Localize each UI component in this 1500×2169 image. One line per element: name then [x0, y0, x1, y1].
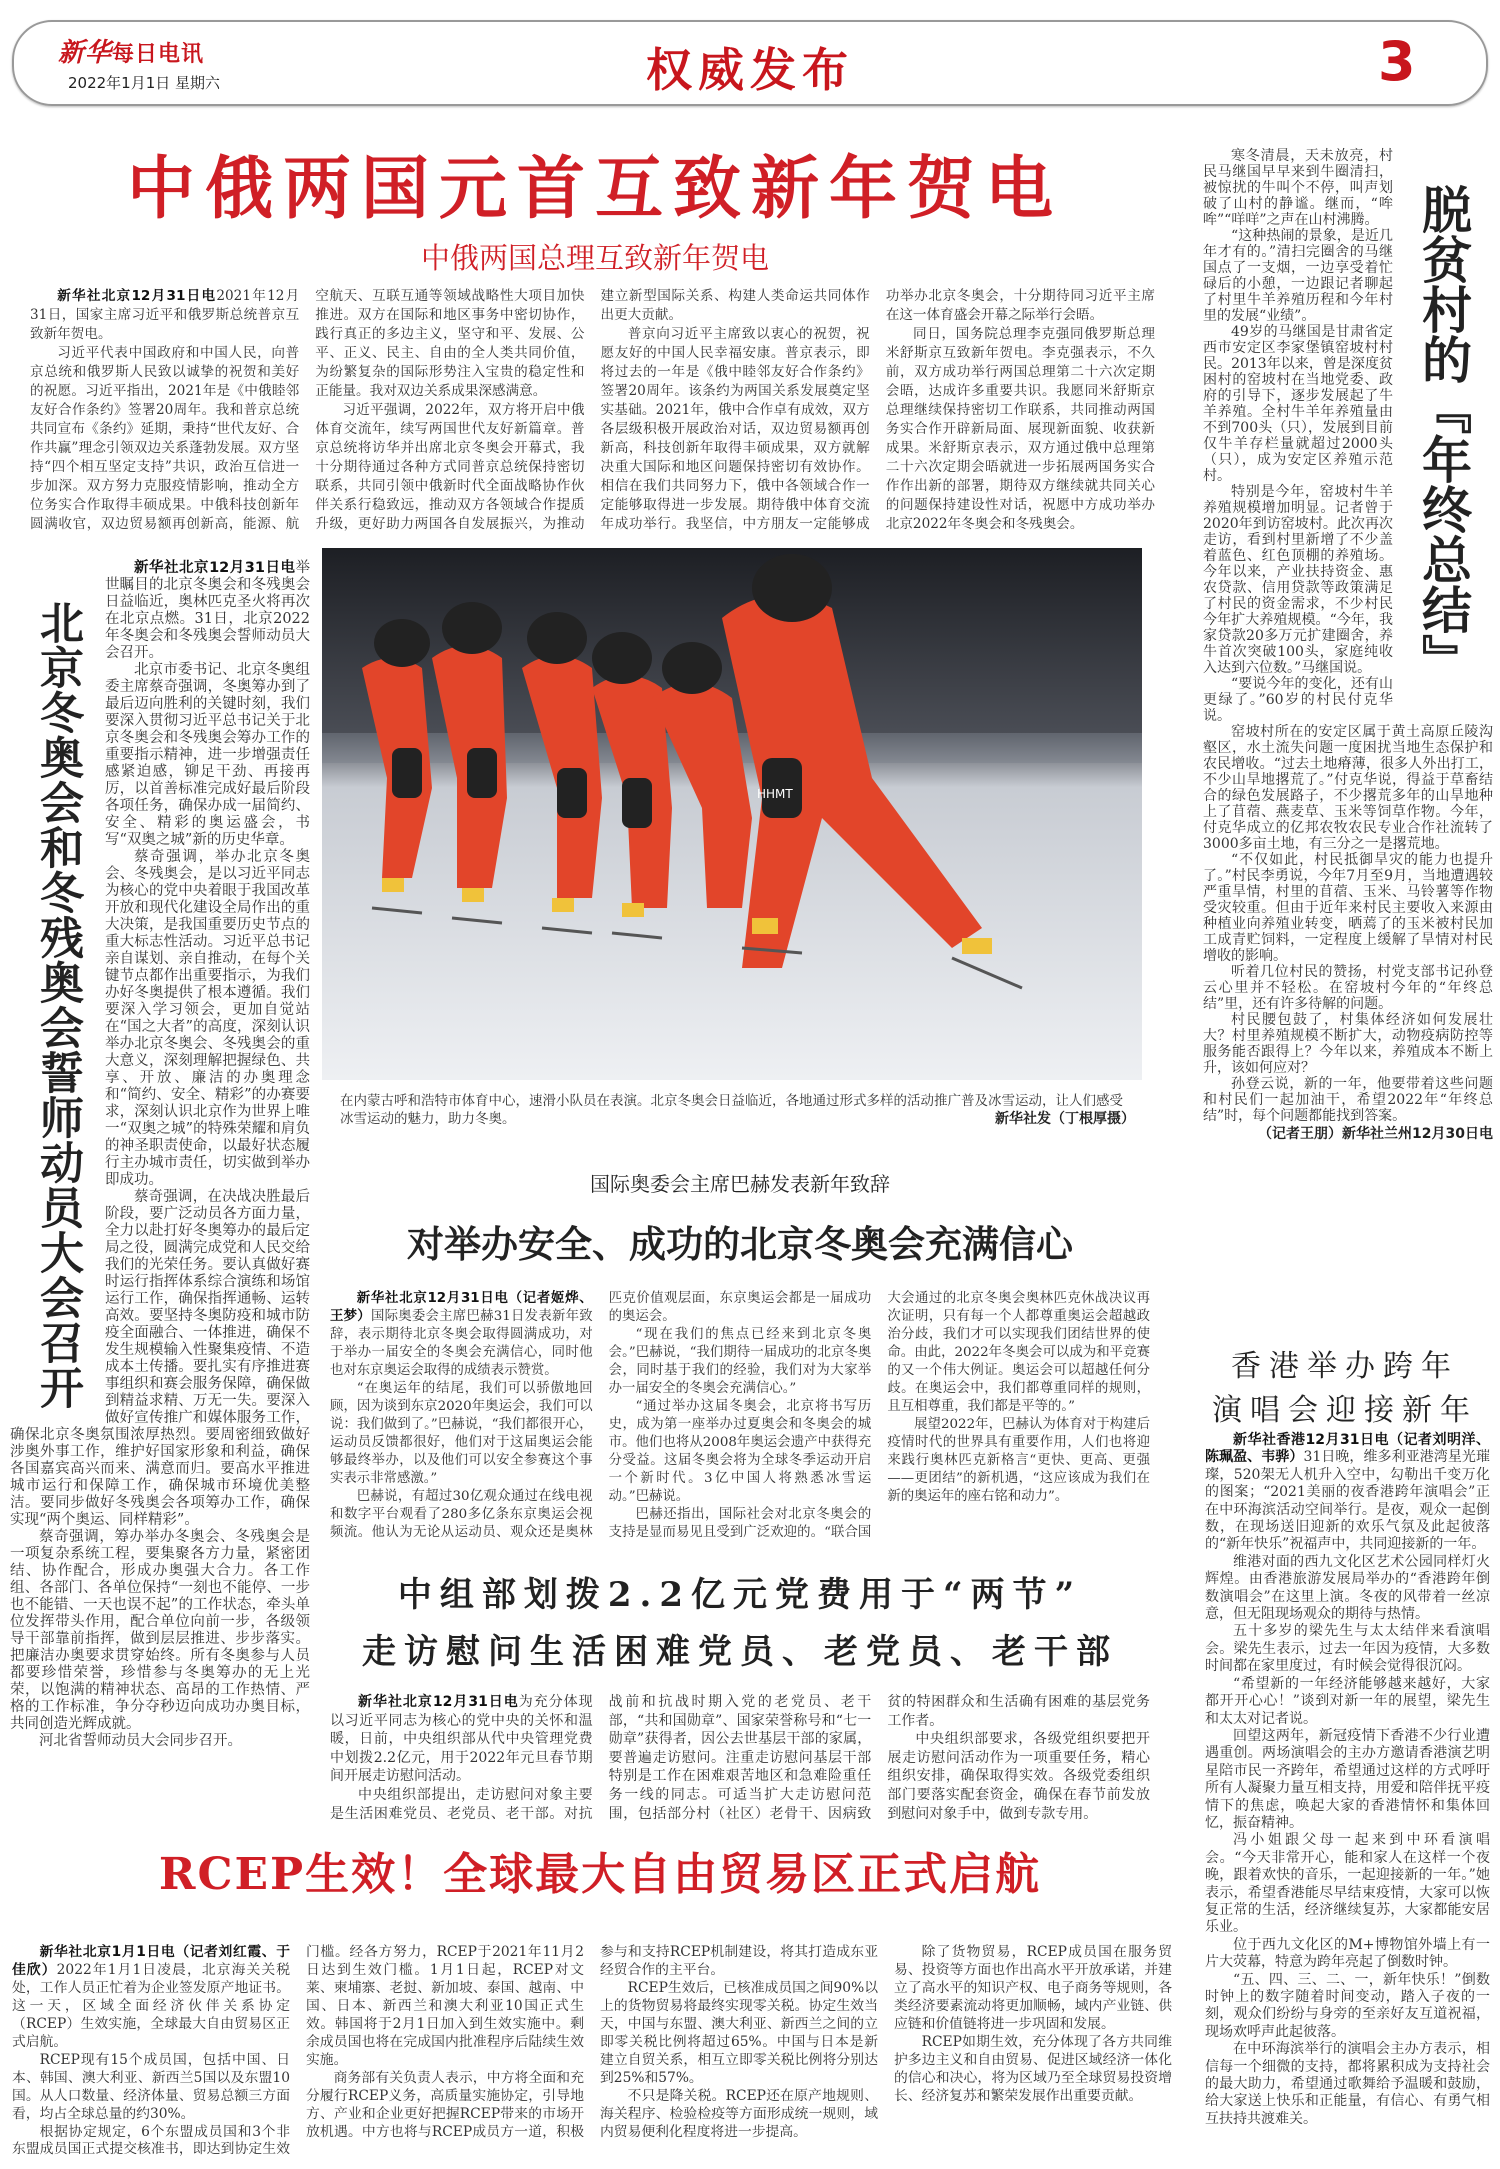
- paragraph: [30, 287, 299, 344]
- paragraph-text: 49岁的马继国是甘肃省定西市安定区李家堡镇窑坡村村民。2013年以来，曾是深度贫困村的窑坡村在当地党委、政府的引导下，逐步发展起了牛羊养殖。全村牛羊年养殖量由不到700头（只），发展到目前仅牛羊存栏量就超过2000头（只），成为安定区养殖示范村。: [1203, 324, 1393, 484]
- paragraph-text: “要说今年的变化，还有山更绿了。”60岁的村民付克华说。: [1203, 676, 1393, 724]
- rcep-article-body: [12, 1944, 1172, 2162]
- paragraph-text: “这种热闹的景象，是近几年才有的。”清扫完圈舍的马继国点了一支烟，一边享受着忙碌后的小憩，一边跟记者聊起了村里牛羊养殖历程和今年村里的发展“业绩”。: [1203, 228, 1393, 324]
- paragraph-text: 同日，国务院总理李克强同俄罗斯总理米舒斯京互致新年贺电。李克强表示，不久前，双方成功举行两国总理第二十六次定期会晤，达成许多重要共识。我愿同米舒斯京总理继续保持密切工作联系，共同推动两国务实合作开辟新局面、展现新面貌、收获新成果。米舒斯京表示，双方通过俄中总理第二十六次定期会晤就进一步拓展两国务实合作作出新的部署，期待双方继续就共同关心的问题保持建设性对话，祝愿中方成功举办北京2022年冬奥会和冬残奥会。: [885, 326, 1155, 532]
- paragraph-text: 除了货物贸易，RCEP成员国在服务贸易、投资等方面也作出高水平开放承诺，并建立了高水平的知识产权、电子商务等规则，各类经济要素流动将更加顺畅，域内产业链、供应链和价值链将进一步巩固和发展。: [894, 1944, 1172, 2032]
- rally-article: [10, 560, 310, 1840]
- paragraph-text: 村民腰包鼓了，村集体经济如何发展壮大？村里养殖规模不断扩大，动物疫病防控等服务能否跟得上？今年以来，养殖成本不断上升，该如何应对？: [1203, 1012, 1493, 1076]
- lead-headline: 中俄两国元首互致新年贺电: [126, 149, 1063, 229]
- paragraph-text: 五十多岁的梁先生与太太结伴来看演唱会。梁先生表示，过去一年因为疫情，大多数时间都在家里度过，有时候会觉得很沉闷。: [1205, 1623, 1490, 1675]
- village-headline: 脱贫村的『年终总结』: [1414, 184, 1473, 684]
- paragraph-text: 位于西九文化区的M+博物馆外墙上有一片大荧幕，特意为跨年亮起了倒数时钟。: [1205, 1936, 1490, 1971]
- skating-photo: [322, 548, 1142, 1080]
- hk-article-body: [1205, 1432, 1490, 2164]
- paragraph-text: “不仅如此，村民抵御旱灾的能力也提升了。”村民李勇说，今年7月至9月，当地遭遇较严重旱情，村里的苜蓿、玉米、马铃薯等作物受灾较重。但由于近年来村民主要收入来源由种植业向养殖业转变，晒蔫了的玉米被村民加工成青贮饲料，一定程度上缓解了旱情对村民增收的影响。: [1203, 852, 1493, 964]
- paragraph-text: 听着几位村民的赞扬，村党支部书记孙登云心里并不轻松。在窑坡村今年的“年终总结”里，还有许多待解的问题。: [1203, 964, 1493, 1012]
- paragraph: [330, 1290, 593, 1380]
- paragraph: [1203, 1012, 1493, 1076]
- paragraph: [609, 1326, 872, 1398]
- paragraph: [1205, 1432, 1490, 1554]
- paragraph: [1205, 1972, 1490, 2042]
- paragraph: [1205, 1937, 1490, 1972]
- dateline: 新华社香港12月31日电（记者刘明洋、陈珮盈、韦骅）: [1205, 1432, 1490, 1466]
- section-title: 权威发布: [646, 43, 854, 97]
- paragraph: [1205, 1728, 1490, 1832]
- paragraph: [1203, 964, 1493, 1012]
- logo-text: 每日电讯: [112, 41, 205, 67]
- paragraph-text: “五、四、三、二、一，新年快乐！”倒数时钟上的数字随着时间变动，踏入子夜的一刻，观众们纷纷与身旁的至亲好友互道祝福，现场欢呼声此起彼落。: [1205, 1971, 1490, 2040]
- paragraph-text: RCEP生效后，已核准成员国之间90%以上的货物贸易将最终实现零关税。协定生效当天，中国与东盟、澳大利亚、新西兰之间的立即零关税比例将超过65%。中国与日本是新建立自贸关系，相互立即零关税比例将分别达到25%和57%。: [600, 1979, 878, 2086]
- paragraph: [12, 1944, 290, 2052]
- logo-script: 新华: [58, 38, 113, 68]
- paragraph: [1205, 2041, 1490, 2128]
- paragraph-text: 2022年1月1日凌晨，北京海关关税处，工作人员正忙着为企业签发原产地证书。这一天，区域全面经济伙伴关系协定（RCEP）生效实施，全球最大自由贸易区正式启航。: [12, 1961, 291, 2050]
- paragraph: [886, 325, 1155, 534]
- paragraph-text: 展望2022年，巴赫认为体育对于构建后疫情时代的世界具有重要作用，人们也将迎来践行奥林匹克新格言“更快、更高、更强——更团结”的新机遇，“这应该成为我们在新的奥运年的座右铭和动力”。: [887, 1417, 1150, 1504]
- paragraph: [609, 1398, 872, 1506]
- paragraph-text: 蔡奇强调，举办北京冬奥会、冬残奥会，是以习近平同志为核心的党中央着眼于我国改革开放和现代化建设全局作出的重大决策，是我国重要历史节点的重大标志性活动。习近平总书记亲自谋划、亲自推动，在每个关键节点都作出重要指示，为我们办好冬奥提供了根本遵循。我们要深入学习领会，更加自觉站在“国之大者”的高度，深刻认识举办北京冬奥会、冬残奥会的重大意义，深刻理解把握绿色、共享、开放、廉洁的办奥理念和“简约、安全、精彩”的办赛要求，深刻认识北京作为世界上唯一“双奥之城”的特殊荣耀和肩负的神圣职责使命，以最好状态履行主办城市责任，切实做到举办即成功。: [105, 849, 310, 1188]
- lead-subheadline: 中俄两国总理互致新年贺电: [420, 241, 769, 275]
- paragraph-text: 维港对面的西九文化区艺术公园同样灯火辉煌。由香港旅游发展局举办的“香港跨年倒数演唱会”在这里上演。冬夜的风带着一丝凉意，但无阻现场观众的期待与热情。: [1205, 1553, 1490, 1623]
- paragraph-text: 31日晚，维多利亚港湾星光璀璨，520架无人机升入空中，勾勒出千变万化的图案；“2021美丽的夜香港跨年演唱会”正在中环海滨活动空间举行。是夜，观众一起倒数，在现场送旧迎新的欢乐气氛及此起彼落的“新年快乐”祝福声中，共同迎接新的一年。: [1205, 1449, 1490, 1553]
- issue-date: 2022年1月1日 星期六: [68, 74, 221, 92]
- photo-caption: [340, 1092, 1135, 1128]
- dateline: 新华社北京1月1日电（记者刘红霞、于佳欣）: [12, 1944, 290, 1978]
- newspaper-logo: [58, 32, 204, 69]
- village-byline: （记者王朋）新华社兰州12月30日电: [1258, 1126, 1493, 1142]
- paragraph-text: RCEP现有15个成员国，包括中国、日本、韩国、澳大利亚、新西兰5国以及东盟10国。从人口数量、经济体量、贸易总额三方面看，均占全球总量的约30%。: [12, 2051, 290, 2122]
- party-headline-line1: 中组部划拨2.2亿元党费用于“两节”: [397, 1575, 1083, 1615]
- ioc-headline: 对举办安全、成功的北京冬奥会充满信心: [407, 1222, 1073, 1266]
- paragraph: [10, 1733, 310, 1750]
- ioc-article-body: [330, 1290, 1150, 1542]
- paragraph-text: 举世瞩目的北京冬奥会和冬残奥会日益临近，奥林匹克圣火将再次在北京点燃。31日，北京2022年冬奥会和冬残奥会誓师动员大会召开。: [105, 560, 310, 661]
- dateline: 新华社北京12月31日电（记者姬烨、王梦）: [330, 1291, 593, 1324]
- paragraph: [887, 1416, 1150, 1506]
- speed-skaters-image: [322, 548, 1142, 1080]
- paragraph-text: 窑坡村所在的安定区属于黄土高原丘陵沟壑区，水土流失问题一度困扰当地生态保护和农民增收。“过去土地瘠薄，很多人外出打工，不少山旱地撂荒了。”付克华说，得益于草畜结合的绿色发展路子，不少撂荒多年的山旱地种上了苜蓿、燕麦草、玉米等饲草作物。今年，付克华成立的亿邦农牧农民专业合作社流转了3000多亩土地，有三分之一是撂荒地。: [1203, 724, 1493, 852]
- lead-article-body: [30, 287, 1155, 539]
- paragraph-text: 回望这两年，新冠疫情下香港不少行业遭遇重创。两场演唱会的主办方邀请香港演艺明星陪市民一齐跨年，希望通过这样的方式呼吁所有人凝聚力量互相支持，用爱和陪伴抚平疫情下的焦虑，唤起大家的香港情怀和集体回忆，振奋精神。: [1205, 1727, 1490, 1831]
- paragraph-text: 特别是今年，窑坡村牛羊养殖规模增加明显。记者曾于2020年到访窑坡村。此次再次走访，看到村里新增了不少盖着蓝色、红色顶棚的养殖场。今年以来，产业扶持资金、惠农贷款、信用贷款等政策满足了村民的资金需求，不少村民今年扩大养殖规模。“今年，我家贷款20多万元扩建圈舍，养牛首次突破100头，家庭纯收入达到六位数。”马继国说。: [1203, 484, 1393, 676]
- paragraph: [600, 1980, 878, 2088]
- hk-headline-line2: 演唱会迎接新年: [1212, 1393, 1478, 1428]
- paragraph: [12, 2052, 290, 2124]
- paragraph-text: 中央组织部要求，各级党组织要把开展走访慰问活动作为一项重要任务，精心组织安排，确保取得实效。各级党委组织部门要落实配套资金，确保在春节前发放到慰问对象手中，做到专款专用。: [887, 1731, 1150, 1822]
- paragraph-text: “希望新的一年经济能够越来越好，大家都开开心心！”谈到对新一年的展望，梁先生和太太对记者说。: [1205, 1675, 1490, 1727]
- paragraph-text: 中央组织部提出，走访慰问对象主要是生活困难党员、老党员、老干部。对抗战前和抗战时期入党的老党员、老干部，“共和国勋章”、国家荣誉称号和“七一勋章”获得者，因公去世基层干部的家属，要普遍走访慰问。注重走访慰问基层干部特别是工作在困难艰苦地区和急难险重任务一线的同志。可适当扩大走访慰问范围，包括部分村（社区）老骨干、因病致贫的特困群众和生活确有困难的基层党务工作者。: [330, 1694, 1150, 1822]
- paragraph: [10, 1529, 310, 1733]
- paragraph-text: 在中环海滨举行的演唱会主办方表示，相信每一个细微的支持，都将累积成为支持社会的最大助力，希望通过歌舞给予温暖和鼓励，给大家送上快乐和正能量，有信心、有勇气相互扶持共渡难关。: [1205, 2041, 1490, 2127]
- dateline: 新华社北京12月31日电: [134, 560, 296, 576]
- party-headline-line2: 走访慰问生活困难党员、老党员、老干部: [362, 1632, 1118, 1672]
- paragraph: [1205, 1676, 1490, 1728]
- paragraph-text: 根据协定规定，6个东盟成员国和3个非东盟成员国正式提交核准书，即达到协定生效门槛。经各方努力，RCEP于2021年11月2日达到生效门槛。1月1日起，RCEP对文莱、柬埔寨、老挝、新加坡、泰国、越南、中国、日本、新西兰和澳大利亚10国正式生效。韩国将于2月1日加入到生效实施中。剩余成员国也将在完成国内批准程序后陆续生效实施。: [12, 1944, 584, 2158]
- dateline: 新华社北京12月31日电: [57, 288, 217, 304]
- hk-headline-line1: 香港举办跨年: [1231, 1349, 1459, 1384]
- paragraph-text: 国际奥委会主席巴赫31日发表新年致辞，表示期待北京冬奥会取得圆满成功，对于举办一届安全的冬奥会充满信心，同时他也对东京奥运会取得的成绩表示赞赏。: [330, 1309, 593, 1378]
- paragraph-text: “现在我们的焦点已经来到北京冬奥会。”巴赫说，“我们期待一届成功的北京冬奥会，同时基于我们的经验，我们对为大家举办一届安全的冬奥会充满信心。”: [608, 1327, 872, 1396]
- paragraph-text: 孙登云说，新的一年，他要带着这些问题和村民们一起加油干，希望2022年“年终总结”时，每个问题都能找到答案。: [1203, 1076, 1493, 1124]
- paragraph-text: 不只是降关税。RCEP还在原产地规则、海关程序、检验检疫等方面形成统一规则，域内贸易便利化程度将进一步提高。: [600, 2087, 878, 2140]
- page-number: 3: [1378, 30, 1416, 93]
- paragraph-text: 商务部有关负责人表示，中方将全面和充分履行RCEP义务，高质量实施协定，引导地方、产业和企业更好把握RCEP带来的市场开放机遇。中方也将与RCEP成员方一道，积极参与和支持RCEP机制建设，将其打造成东亚经贸合作的主平台。: [306, 1944, 878, 2140]
- paragraph: [1203, 852, 1493, 964]
- paragraph: [330, 1693, 593, 1786]
- paragraph: [1203, 1076, 1493, 1124]
- paragraph: [887, 1730, 1150, 1823]
- paragraph: [1205, 1623, 1490, 1675]
- paragraph-text: RCEP如期生效，充分体现了各方共同维护多边主义和自由贸易、促进区域经济一体化的信心和决心，将为区域乃至全球贸易投资增长、经济复苏和繁荣发展作出重要贡献。: [894, 2033, 1172, 2104]
- paragraph-text: 巴赫还指出，国际社会对北京冬奥会的支持是显而易见且受到广泛欢迎的。“联合国大会通过的北京冬奥会奥林匹克休战决议再次证明，只有每一个人都尊重奥运会超越政治分歧，我们才可以实现我们团结世界的使命。由此，2022年冬奥会可以成为和平竞赛的又一个伟大例证。奥运会可以超越任何分歧。在奥运会中，我们都尊重同样的规则，且互相尊重，我们都是平等的。”: [608, 1291, 1150, 1540]
- paragraph: [894, 2034, 1172, 2106]
- ioc-kicker: 国际奥委会主席巴赫发表新年致辞: [590, 1172, 890, 1196]
- paragraph-text: 冯小姐跟父母一起来到中环看演唱会。“今天非常开心，能和家人在这样一个夜晚，跟着欢快的音乐，一起迎接新的一年。”她表示，希望香港能尽早结束疫情，大家可以恢复正常的生活，经济继续复苏，大家都能安居乐业。: [1205, 1832, 1490, 1936]
- paragraph-text: 习近平代表中国政府和中国人民，向普京总统和俄罗斯人民致以诚挚的祝贺和美好的祝愿。习近平指出，2021年是《中俄睦邻友好合作条约》签署20周年。我和普京总统共同宣布《条约》延期，秉持“世代友好、合作共赢”理念引领双边关系蓬勃发展。双方坚持“四个相互坚定支持”共识，政治互信进一步加深。双方努力克服疫情影响，推动全方位务实合作取得丰硕成果。中俄科技创新年圆满收官，双边贸易额再创新高，能源、航空航天、互联互通等领域战略性大项目加快推进。双方在国际和地区事务中密切协作，践行真正的多边主义，坚守和平、发展、公平、正义、民主、自由的全人类共同价值，为纷繁复杂的国际形势注入宝贵的稳定性和正能量。我对双边关系成果深感满意。: [30, 288, 585, 532]
- paragraph-text: 习近平强调，2022年，双方将开启中俄体育交流年，续写两国世代友好新篇章。普京总统将访华并出席北京冬奥会开幕式，我十分期待通过各种方式同普京总统保持密切联系，共同引领中俄新时代全面战略协作伙伴关系行稳致远，推动双方各领域合作提质升级，更好助力两国各自发展振兴，为推动建立新型国际关系、构建人类命运共同体作出更大贡献。: [315, 288, 870, 532]
- caption-text: 在内蒙古呼和浩特市体育中心，速滑小队员在表演。北京冬奥会日益临近，各地通过形式多样的活动推广普及冰雪运动，让人们感受冰雪运动的魅力，助力冬奥。: [340, 1093, 1123, 1127]
- paragraph: [1205, 1554, 1490, 1624]
- dateline: 新华社北京12月31日电: [358, 1694, 519, 1710]
- paragraph-text: 为充分体现以习近平同志为核心的党中央的关怀和温暖，日前，中央组织部从代中央管理党费中划拨2.2亿元，用于2022年元旦春节期间开展走访慰问活动。: [330, 1694, 593, 1785]
- paragraph-text: 2021年12月31日，国家主席习近平和俄罗斯总统普京互致新年贺电。: [30, 288, 300, 342]
- paragraph-text: “在奥运年的结尾，我们可以骄傲地回顾，因为谈到东京2020年奥运会，我们可以说：我们做到了。”巴赫说，“我们都很开心，运动员反馈都很好，他们对于这届奥运会能够最终举办，以及他们可以安全参赛这个事实表示非常感激。”: [330, 1381, 593, 1486]
- paragraph: [894, 1944, 1172, 2034]
- paragraph: [330, 1380, 593, 1488]
- paragraph-text: 北京市委书记、北京冬奥组委主席蔡奇强调，冬奥筹办到了最后迈向胜利的关键时刻，我们要深入贯彻习近平总书记关于北京冬奥会和冬残奥会筹办工作的重要指示精神，进一步增强责任感紧迫感，铆足干劲、再接再厉，以首善标准完成好最后阶段各项任务，确保办成一届简约、安全、精彩的奥运盛会，书写“双奥之城”新的历史华章。: [105, 662, 310, 848]
- rally-headline: 北京冬奥会和冬残奥会誓师动员大会召开: [32, 600, 83, 1410]
- jersey-lettering: HHMT: [757, 787, 793, 801]
- photo-credit: 新华社发（丁根厚摄）: [995, 1111, 1135, 1127]
- paragraph-text: 普京向习近平主席致以衷心的祝贺，祝愿友好的中国人民幸福安康。普京表示，即将过去的一年是《俄中睦邻友好合作条约》签署20周年。该条约为两国关系发展奠定坚实基础。2021年，俄中合作卓有成效，双方各层级积极开展政治对话，双边贸易额再创新高，科技创新年取得丰硕成果，双方就解决重大国际和地区问题保持密切有效协作。相信在我们共同努力下，俄中各领域合作一定能够取得进一步发展。期待俄中体育交流年成功举行。我坚信，中方朋友一定能够成功举办北京冬奥会，十分期待同习近平主席在这一体育盛会开幕之际举行会晤。: [600, 288, 1155, 532]
- paragraph-text: 河北省誓师动员大会同步召开。: [39, 1733, 242, 1749]
- paragraph: [1205, 1832, 1490, 1936]
- paragraph: [600, 2088, 878, 2142]
- paragraph-text: “通过举办这届冬奥会，北京将书写历史，成为第一座举办过夏奥会和冬奥会的城市。他们也将从2008年奥运会遗产中获得充分受益。这届冬奥会将为全球冬季运动开启一个新时代。3亿中国人将熟悉冰雪运动。”巴赫说。: [608, 1399, 872, 1504]
- paragraph: [1203, 724, 1493, 852]
- rcep-headline: RCEP生效！全球最大自由贸易区正式启航: [158, 1849, 1042, 1900]
- paragraph-text: 蔡奇强调，筹办举办冬奥会、冬残奥会是一项复杂系统工程，要集聚各方力量，紧密团结、协作配合，形成办奥强大合力。各工作组、各部门、各单位保持“一刻也不能停、一步也不能错、一天也误不起”的工作状态，牵头单位发挥带头作用，配合单位向前一步，各级领导干部靠前指挥，做到层层推进、步步落实。把廉洁办奥要求贯穿始终。所有冬奥参与人员都要珍惜荣誉，珍惜参与冬奥筹办的无上光荣，以饱满的精神状态、高昂的工作热情、严格的工作标准，争分夺秒迈向成功办奥目标，共同创造光辉成就。: [10, 1529, 310, 1732]
- paragraph-text: 巴赫说，有超过30亿观众通过在线电视和数字平台观看了280多亿条东京奥运会视频流。他认为无论从运动员、观众还是奥林匹克价值观层面，东京奥运会都是一届成功的奥运会。: [330, 1291, 872, 1540]
- village-article: [1203, 148, 1493, 1340]
- party-article-body: [330, 1693, 1150, 1835]
- paragraph-text: 寒冬清晨，天未放亮，村民马继国早早来到牛圈清扫，被惊扰的牛叫个不停，叫声划破了山村的静谧。继而，“哞哞”“咩咩”之声在山村沸腾。: [1203, 148, 1393, 228]
- paragraph-text: 蔡奇强调，在决战决胜最后阶段，要广泛动员各方面力量，全力以赴打好冬奥筹办的最后定局之役，圆满完成党和人民交给我们的光荣任务。要认真做好赛时运行指挥体系综合演练和场馆运行工作，确保指挥通畅、运转高效。要坚持冬奥防疫和城市防疫全面融合、一体推进，确保不发生规模输入性聚集疫情、不造成本土传播。要扎实有序推进赛事组织和赛会服务保障，确保做到精益求精、万无一失。要深入做好宣传推广和媒体服务工作，确保北京冬奥氛围浓厚热烈。要周密细致做好涉奥外事工作，维护好国家形象和利益，确保各国嘉宾高兴而来、满意而归。要高水平推进城市运行和保障工作，确保城市环境优美整洁。要同步做好冬残奥会各项筹办工作，确保实现“两个奥运、同样精彩”。: [10, 1189, 310, 1528]
